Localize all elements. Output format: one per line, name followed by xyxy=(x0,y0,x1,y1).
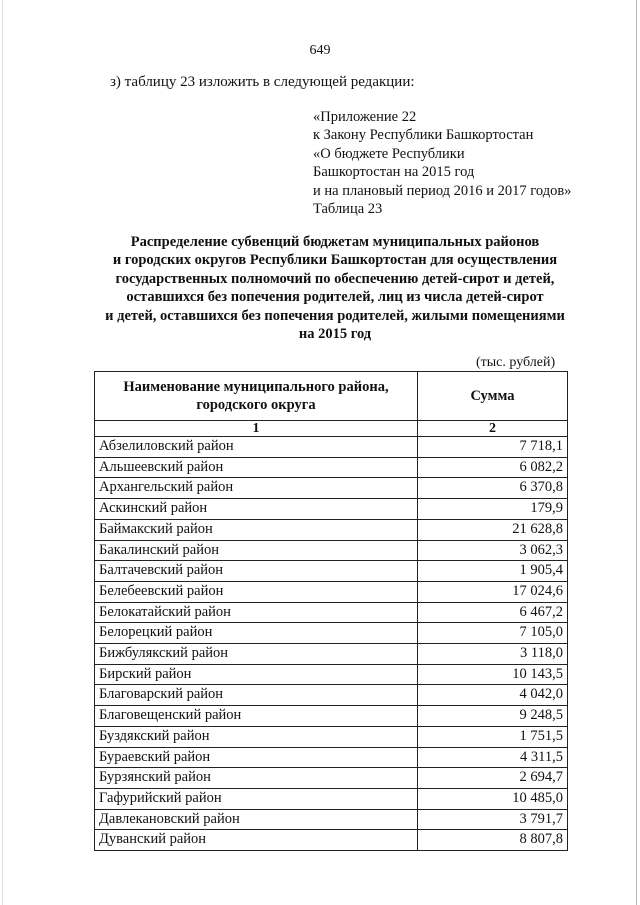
scan-edge-right xyxy=(636,0,637,905)
table-row xyxy=(95,664,568,685)
annex-line: Башкортостан на 2015 год xyxy=(313,164,475,181)
table-row xyxy=(95,519,568,540)
amount-cell: 7 718,1 xyxy=(417,437,567,458)
scan-edge-left xyxy=(2,0,3,905)
district-name-cell: Бижбулякский район xyxy=(95,644,418,665)
district-name-cell: Абзелиловский район xyxy=(95,437,418,458)
page-number: 649 xyxy=(309,43,331,58)
district-name-cell: Архангельский район xyxy=(95,478,418,499)
district-name-cell: Белорецкий район xyxy=(95,623,418,644)
district-name-cell: Бурзянский район xyxy=(95,768,418,789)
table-row xyxy=(95,644,568,665)
amount-cell: 8 807,8 xyxy=(417,830,567,851)
header-sum-cell: Сумма xyxy=(417,372,567,421)
district-name-cell: Благоварский район xyxy=(95,685,418,706)
table-row xyxy=(95,561,568,582)
district-name-cell: Бирский район xyxy=(95,664,418,685)
district-name-cell: Белебеевский район xyxy=(95,581,418,602)
table-row xyxy=(95,457,568,478)
header-name-line1: Наименование муниципального района, xyxy=(123,379,389,395)
district-name-cell: Давлекановский район xyxy=(95,809,418,830)
amount-cell: 4 042,0 xyxy=(417,685,567,706)
column-number-1: 1 xyxy=(95,421,418,437)
header-name-line2: городского округа xyxy=(196,397,316,413)
column-number-row xyxy=(95,421,568,437)
column-number-2: 2 xyxy=(417,421,567,437)
amount-cell: 21 628,8 xyxy=(417,519,567,540)
district-name-cell: Буздякский район xyxy=(95,726,418,747)
title-line: и городских округов Республики Башкортостан для осуществления xyxy=(112,252,558,269)
annex-line: и на плановый период 2016 и 2017 годов» xyxy=(313,182,572,199)
amount-cell: 7 105,0 xyxy=(417,623,567,644)
document-title xyxy=(80,233,590,343)
table-row xyxy=(95,602,568,623)
amount-cell: 1 751,5 xyxy=(417,726,567,747)
annex-line: «О бюджете Республики xyxy=(313,145,465,162)
district-name-cell: Гафурийский район xyxy=(95,788,418,809)
title-line: оставшихся без попечения родителей, лиц из числа детей-сирот xyxy=(126,289,544,306)
table-row xyxy=(95,478,568,499)
amount-cell: 1 905,4 xyxy=(417,561,567,582)
header-name-cell xyxy=(95,372,418,421)
district-name-cell: Белокатайский район xyxy=(95,602,418,623)
table-row xyxy=(95,768,568,789)
amount-cell: 2 694,7 xyxy=(417,768,567,789)
table-row xyxy=(95,581,568,602)
table-row xyxy=(95,437,568,458)
amount-cell: 4 311,5 xyxy=(417,747,567,768)
amount-cell: 10 143,5 xyxy=(417,664,567,685)
title-line: государственных полномочий по обеспечению детей-сирот и детей, xyxy=(115,270,555,287)
table-row xyxy=(95,809,568,830)
annex-reference xyxy=(313,108,571,218)
district-name-cell: Дуванский район xyxy=(95,830,418,851)
amount-cell: 3 062,3 xyxy=(417,540,567,561)
table-row xyxy=(95,830,568,851)
district-name-cell: Баймакский район xyxy=(95,519,418,540)
title-line: на 2015 год xyxy=(298,326,372,343)
amount-cell: 6 467,2 xyxy=(417,602,567,623)
table-row xyxy=(95,499,568,520)
district-name-cell: Альшеевский район xyxy=(95,457,418,478)
units-label: (тыс. рублей) xyxy=(476,355,556,370)
table-row xyxy=(95,685,568,706)
amount-cell: 6 082,2 xyxy=(417,457,567,478)
annex-table-label: Таблица 23 xyxy=(313,201,383,218)
amount-cell: 6 370,8 xyxy=(417,478,567,499)
table-body xyxy=(95,437,568,851)
amount-cell: 3 118,0 xyxy=(417,644,567,665)
table-header-row xyxy=(95,372,568,421)
amount-cell: 3 791,7 xyxy=(417,809,567,830)
title-line: и детей, оставшихся без попечения родителей, жилыми помещениями xyxy=(105,307,565,324)
district-name-cell: Балтачевский район xyxy=(95,561,418,582)
table-row xyxy=(95,726,568,747)
title-line: Распределение субвенций бюджетам муниципальных районов xyxy=(130,234,540,250)
amount-cell: 9 248,5 xyxy=(417,706,567,727)
table-row xyxy=(95,540,568,561)
table-row xyxy=(95,788,568,809)
district-name-cell: Аскинский район xyxy=(95,499,418,520)
annex-line: к Закону Республики Башкортостан xyxy=(313,127,534,144)
district-name-cell: Бакалинский район xyxy=(95,540,418,561)
amount-cell: 179,9 xyxy=(417,499,567,520)
annex-line: «Приложение 22 xyxy=(313,109,417,125)
amount-cell: 10 485,0 xyxy=(417,788,567,809)
subvention-table xyxy=(94,371,568,851)
amount-cell: 17 024,6 xyxy=(417,581,567,602)
table-row xyxy=(95,747,568,768)
amendment-instruction: з) таблицу 23 изложить в следующей редакции: xyxy=(110,74,415,90)
table-row xyxy=(95,706,568,727)
district-name-cell: Благовещенский район xyxy=(95,706,418,727)
table-row xyxy=(95,623,568,644)
district-name-cell: Бураевский район xyxy=(95,747,418,768)
